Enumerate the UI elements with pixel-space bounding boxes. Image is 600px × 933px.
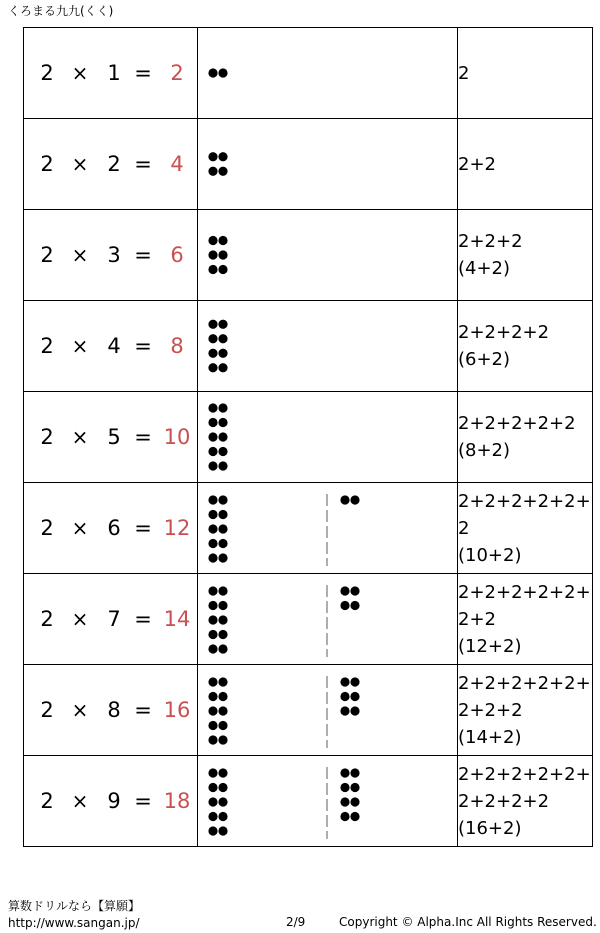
dot xyxy=(208,553,217,562)
addition-cell xyxy=(458,119,593,210)
product: 6 xyxy=(170,243,184,267)
dot xyxy=(350,586,359,595)
multiplicand: 2 xyxy=(40,152,54,176)
dot xyxy=(208,768,217,777)
times-sign: × xyxy=(71,152,89,176)
footer-brand xyxy=(8,898,140,932)
dot xyxy=(218,553,227,562)
equation-cell xyxy=(24,483,198,574)
dot xyxy=(208,630,217,639)
table-row xyxy=(24,665,593,756)
multiplier: 6 xyxy=(107,516,121,540)
multiplier: 3 xyxy=(107,243,121,267)
multiplier: 7 xyxy=(107,607,121,631)
equation xyxy=(24,210,197,300)
dot xyxy=(218,630,227,639)
multiplier: 8 xyxy=(107,698,121,722)
dot xyxy=(218,826,227,835)
addition-line: 2 xyxy=(458,62,470,84)
table-row xyxy=(24,210,593,301)
equation xyxy=(24,574,197,664)
dot xyxy=(340,495,349,504)
dot xyxy=(208,783,217,792)
dot xyxy=(340,797,349,806)
dot xyxy=(350,601,359,610)
addition-line: (4+2) xyxy=(458,258,511,279)
times-sign: × xyxy=(71,789,89,813)
multiplier: 1 xyxy=(107,61,121,85)
dot-diagram xyxy=(198,756,457,846)
dot xyxy=(218,768,227,777)
times-sign: × xyxy=(71,698,89,722)
product: 16 xyxy=(163,698,191,722)
multiplier: 2 xyxy=(107,152,121,176)
dot xyxy=(208,797,217,806)
times-sign: × xyxy=(71,516,89,540)
table-row xyxy=(24,119,593,210)
dot xyxy=(218,265,227,274)
dot xyxy=(350,768,359,777)
dot xyxy=(208,152,217,161)
dot xyxy=(218,677,227,686)
times-sign: × xyxy=(71,61,89,85)
dots-cell xyxy=(198,210,458,301)
dots-cell xyxy=(198,756,458,847)
product: 12 xyxy=(163,516,191,540)
equals-sign: = xyxy=(134,516,152,540)
multiplicand: 2 xyxy=(40,698,54,722)
dot-diagram xyxy=(198,119,457,209)
dot xyxy=(208,495,217,504)
dot xyxy=(218,539,227,548)
table-row xyxy=(24,392,593,483)
dot xyxy=(208,236,217,245)
table-row xyxy=(24,574,593,665)
equals-sign: = xyxy=(134,334,152,358)
multiplicand: 2 xyxy=(40,334,54,358)
addition-cell xyxy=(458,301,593,392)
equation-cell xyxy=(24,665,198,756)
table-row xyxy=(24,756,593,847)
dot xyxy=(208,692,217,701)
dot xyxy=(218,797,227,806)
times-sign: × xyxy=(71,243,89,267)
equation xyxy=(24,483,197,573)
addition-line: (14+2) xyxy=(458,726,522,748)
addition-cell xyxy=(458,28,593,119)
footer-brand-text: 算数ドリルなら【算願】 xyxy=(8,899,141,913)
dot xyxy=(218,601,227,610)
equation-cell xyxy=(24,756,198,847)
times-table xyxy=(23,27,593,847)
dot-diagram xyxy=(198,574,457,664)
dot xyxy=(218,524,227,533)
addition-line: (6+2) xyxy=(458,349,511,370)
multiplier: 5 xyxy=(107,425,121,449)
equals-sign: = xyxy=(134,152,152,176)
product: 18 xyxy=(163,789,191,813)
dot xyxy=(208,265,217,274)
dot xyxy=(208,586,217,595)
equation-cell xyxy=(24,119,198,210)
multiplier: 9 xyxy=(107,789,121,813)
multiplier: 4 xyxy=(107,334,121,358)
multiplicand: 2 xyxy=(40,243,54,267)
dot xyxy=(350,706,359,715)
addition-line: 2+2+2+2+2 xyxy=(458,413,576,434)
dot-diagram xyxy=(198,483,457,573)
addition-cell xyxy=(458,392,593,483)
dot xyxy=(218,167,227,176)
equation-cell xyxy=(24,210,198,301)
equals-sign: = xyxy=(134,243,152,267)
dot xyxy=(350,495,359,504)
dot xyxy=(218,432,227,441)
dot xyxy=(208,461,217,470)
dot xyxy=(218,152,227,161)
addition-line: 2 xyxy=(458,517,470,539)
dots-cell xyxy=(198,301,458,392)
dot-diagram xyxy=(198,301,457,391)
dot xyxy=(208,432,217,441)
dot xyxy=(350,692,359,701)
dot xyxy=(218,692,227,701)
dot xyxy=(208,735,217,744)
equation xyxy=(24,28,197,118)
dot xyxy=(350,812,359,821)
dot xyxy=(208,167,217,176)
dot xyxy=(340,706,349,715)
equation-cell xyxy=(24,574,198,665)
addition-cell xyxy=(458,210,593,301)
dot xyxy=(218,68,227,77)
dots-cell xyxy=(198,483,458,574)
dot xyxy=(208,706,217,715)
dot xyxy=(208,68,217,77)
dot xyxy=(218,461,227,470)
addition-cell xyxy=(458,574,593,665)
dot-diagram xyxy=(198,28,457,118)
dot xyxy=(208,721,217,730)
product: 8 xyxy=(170,334,184,358)
dot-diagram xyxy=(198,392,457,482)
dot xyxy=(350,797,359,806)
equation-cell xyxy=(24,28,198,119)
multiplicand: 2 xyxy=(40,607,54,631)
equals-sign: = xyxy=(134,425,152,449)
worksheet-title: くろまる九九(くく) xyxy=(8,4,114,18)
equation xyxy=(24,756,197,846)
dots-cell xyxy=(198,665,458,756)
dot xyxy=(218,334,227,343)
addition-line: (16+2) xyxy=(458,817,522,839)
addition-line: (12+2) xyxy=(458,635,522,657)
dot xyxy=(208,320,217,329)
dot xyxy=(340,586,349,595)
dot xyxy=(208,418,217,427)
dot xyxy=(340,677,349,686)
dot xyxy=(340,768,349,777)
equation xyxy=(24,301,197,391)
dot xyxy=(218,644,227,653)
dot xyxy=(208,510,217,519)
dot xyxy=(218,783,227,792)
equation-cell xyxy=(24,392,198,483)
dot xyxy=(218,349,227,358)
addition-cell xyxy=(458,665,593,756)
dot xyxy=(208,644,217,653)
dot xyxy=(208,539,217,548)
times-sign: × xyxy=(71,607,89,631)
dot xyxy=(208,349,217,358)
dot xyxy=(340,783,349,792)
dot-diagram xyxy=(198,665,457,755)
addition-line: (8+2) xyxy=(458,440,511,461)
multiplicand: 2 xyxy=(40,789,54,813)
addition-line: 2+2+2+2+2+ xyxy=(458,490,591,512)
equals-sign: = xyxy=(134,607,152,631)
times-sign: × xyxy=(71,425,89,449)
addition-cell xyxy=(458,483,593,574)
dot xyxy=(208,447,217,456)
dot xyxy=(208,615,217,624)
dot xyxy=(208,363,217,372)
product: 4 xyxy=(170,152,184,176)
dot xyxy=(340,812,349,821)
dot xyxy=(350,677,359,686)
equation-cell xyxy=(24,301,198,392)
multiplicand: 2 xyxy=(40,61,54,85)
addition-line: 2+2 xyxy=(458,153,496,175)
dots-cell xyxy=(198,574,458,665)
dot-diagram xyxy=(198,210,457,300)
addition-line: (10+2) xyxy=(458,544,522,566)
addition-line: 2+2+2+2 xyxy=(458,790,550,812)
equation xyxy=(24,119,197,209)
table-row xyxy=(24,301,593,392)
dot xyxy=(218,510,227,519)
addition-line: 2+2+2+2+2+ xyxy=(458,763,591,785)
dot xyxy=(218,495,227,504)
addition-line: 2+2+2+2+2+ xyxy=(458,581,591,603)
dot xyxy=(350,783,359,792)
multiplicand: 2 xyxy=(40,516,54,540)
addition-line: 2+2+2 xyxy=(458,231,523,252)
dot xyxy=(208,677,217,686)
addition-line: 2+2+2+2 xyxy=(458,322,550,343)
dot xyxy=(218,363,227,372)
addition-cell xyxy=(458,756,593,847)
page-number: 2/9 xyxy=(286,915,306,929)
product: 14 xyxy=(163,607,191,631)
dot xyxy=(218,447,227,456)
multiplicand: 2 xyxy=(40,425,54,449)
dot xyxy=(218,236,227,245)
product: 10 xyxy=(163,425,191,449)
footer-url[interactable]: http://www.sangan.jp/ xyxy=(8,916,140,930)
dot xyxy=(218,735,227,744)
dot xyxy=(218,615,227,624)
dot xyxy=(208,826,217,835)
dot xyxy=(208,334,217,343)
table-body xyxy=(24,28,593,847)
dot xyxy=(208,250,217,259)
dot xyxy=(340,692,349,701)
dots-cell xyxy=(198,119,458,210)
dots-cell xyxy=(198,392,458,483)
equals-sign: = xyxy=(134,789,152,813)
dot xyxy=(218,586,227,595)
times-sign: × xyxy=(71,334,89,358)
dot xyxy=(218,403,227,412)
addition-line: 2+2 xyxy=(458,608,496,630)
table-row xyxy=(24,28,593,119)
dot xyxy=(218,706,227,715)
equation xyxy=(24,665,197,755)
addition-line: 2+2+2+2+2+ xyxy=(458,672,591,694)
dot xyxy=(218,721,227,730)
dot xyxy=(218,250,227,259)
equation xyxy=(24,392,197,482)
dot xyxy=(218,812,227,821)
dot xyxy=(340,601,349,610)
dot xyxy=(218,320,227,329)
addition-line: 2+2+2 xyxy=(458,699,523,721)
product: 2 xyxy=(170,61,184,85)
equals-sign: = xyxy=(134,61,152,85)
dot xyxy=(208,403,217,412)
table-row xyxy=(24,483,593,574)
dot xyxy=(208,601,217,610)
dot xyxy=(208,524,217,533)
dots-cell xyxy=(198,28,458,119)
dot xyxy=(218,418,227,427)
copyright-notice: Copyright © Alpha.Inc All Rights Reserved. xyxy=(339,915,597,929)
dot xyxy=(208,812,217,821)
equals-sign: = xyxy=(134,698,152,722)
